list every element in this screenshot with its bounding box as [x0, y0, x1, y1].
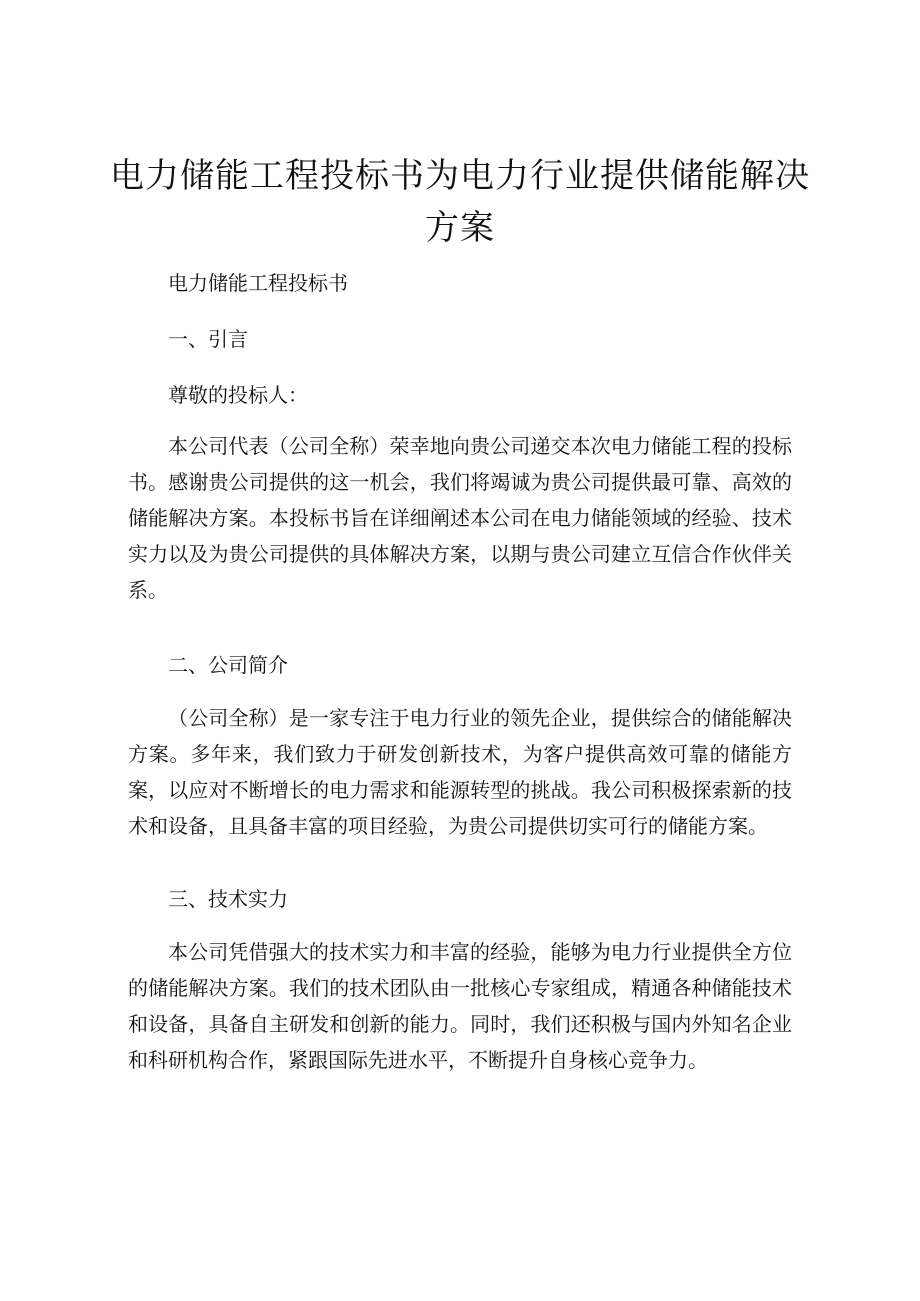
section-heading-technical-strength: 三、技术实力 — [168, 887, 288, 911]
salutation: 尊敬的投标人： — [168, 383, 308, 407]
section-heading-introduction: 一、引言 — [168, 327, 248, 351]
company-paragraph: （公司全称）是一家专注于电力行业的领先企业，提供综合的储能解决方案。多年来，我们致力于研发创新技术，为客户提供高效可靠的储能方案，以应对不断增长的电力需求和能源转型的挑战。我公司积极探索新的技术和设备，且具备丰富的项目经验，为贵公司提供切实可行的储能方案。 — [128, 706, 792, 838]
tech-paragraph: 本公司凭借强大的技术实力和丰富的经验，能够为电力行业提供全方位的储能解决方案。我们的技术团队由一批核心专家组成，精通各种储能技术和设备，具备自主研发和创新的能力。同时，我们还积极与国内外知名企业和科研机构合作，紧跟国际先进水平，不断提升自身核心竞争力。 — [128, 940, 792, 1072]
document-subtitle: 电力储能工程投标书 — [168, 271, 348, 295]
intro-paragraph: 本公司代表（公司全称）荣幸地向贵公司递交本次电力储能工程的投标书。感谢贵公司提供的这一机会，我们将竭诚为贵公司提供最可靠、高效的储能解决方案。本投标书旨在详细阐述本公司在电力储能领域的经验、技术实力以及为贵公司提供的具体解决方案，以期与贵公司建立互信合作伙伴关系。 — [128, 434, 792, 602]
section-heading-company-profile: 二、公司简介 — [168, 653, 288, 677]
document-title: 电力储能工程投标书为电力行业提供储能解决方案 — [110, 156, 810, 248]
